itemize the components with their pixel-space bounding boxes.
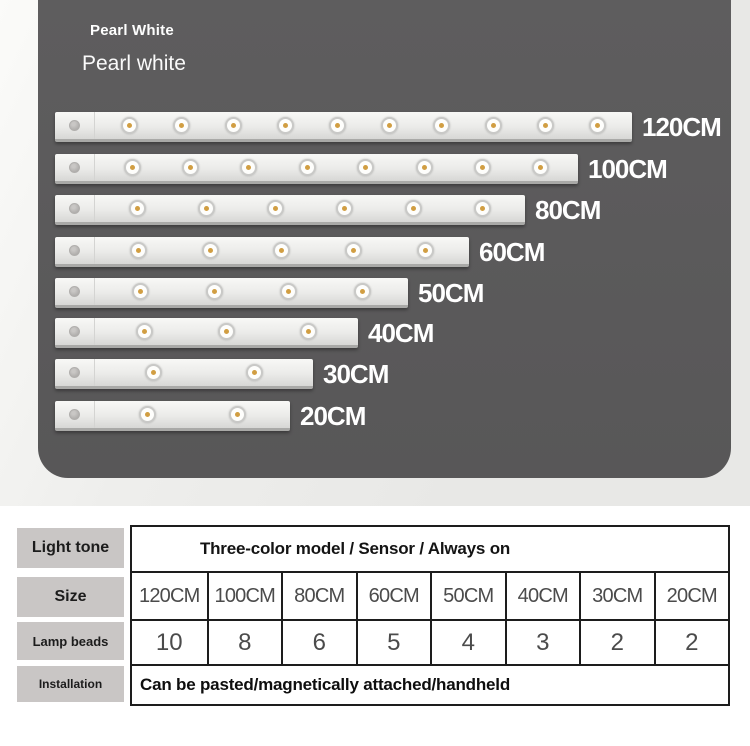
led-row — [95, 154, 578, 181]
led-row — [95, 359, 313, 386]
led-icon — [336, 200, 353, 217]
led-icon — [202, 242, 219, 259]
size-cell: 50CM — [430, 573, 505, 619]
led-icon — [130, 242, 147, 259]
led-dot — [208, 248, 213, 253]
led-icon — [589, 117, 606, 134]
led-dot — [423, 248, 428, 253]
bar-length-label: 100CM — [588, 154, 667, 184]
led-dot — [142, 329, 147, 334]
led-row — [95, 318, 358, 345]
led-icon — [280, 283, 297, 300]
led-dot — [595, 123, 600, 128]
sensor-section — [55, 359, 95, 386]
led-icon — [145, 364, 162, 381]
sensor-section — [55, 401, 95, 428]
led-dot — [480, 165, 485, 170]
led-dot — [543, 123, 548, 128]
led-icon — [299, 159, 316, 176]
lamp-beads-cell: 10 — [155, 628, 183, 656]
panel — [38, 0, 731, 478]
light-bar-60cm — [55, 237, 545, 267]
led-icon — [345, 242, 362, 259]
bar-length-label: 60CM — [479, 237, 545, 267]
led-dot — [138, 289, 143, 294]
sensor-section — [55, 154, 95, 181]
led-icon — [240, 159, 257, 176]
led-dot — [252, 370, 257, 375]
motion-sensor-icon — [69, 162, 80, 173]
spec-label-lamp-beads: Lamp beads — [17, 622, 124, 660]
light-bar-20cm — [55, 401, 366, 431]
led-dot — [273, 206, 278, 211]
led-icon — [537, 117, 554, 134]
led-dot — [342, 206, 347, 211]
led-icon — [474, 200, 491, 217]
led-dot — [204, 206, 209, 211]
light-bar-40cm — [55, 318, 434, 348]
sensor-section — [55, 318, 95, 345]
bar-length-label: 50CM — [418, 278, 484, 308]
size-cell: 40CM — [505, 573, 580, 619]
beads-row — [132, 619, 728, 664]
led-icon — [206, 283, 223, 300]
led-icon — [474, 159, 491, 176]
led-dot — [231, 123, 236, 128]
led-dot — [351, 248, 356, 253]
size-cell: 100CM — [207, 573, 282, 619]
light-bar-80cm — [55, 195, 601, 225]
led-icon — [357, 159, 374, 176]
led-dot — [188, 165, 193, 170]
lamp-beads-cell: 5 — [356, 621, 431, 664]
motion-sensor-icon — [69, 286, 80, 297]
light-bar-100cm — [55, 154, 667, 184]
led-row — [95, 401, 290, 428]
size-cell: 20CM — [654, 573, 729, 619]
led-icon — [229, 406, 246, 423]
led-dot — [212, 289, 217, 294]
led-dot — [306, 329, 311, 334]
lamp-beads-cell: 2 — [579, 621, 654, 664]
led-row — [95, 237, 469, 264]
size-cell: 120CM — [139, 584, 200, 607]
led-row — [95, 278, 408, 305]
bar-length-label: 20CM — [300, 401, 366, 431]
led-dot — [491, 123, 496, 128]
led-icon — [198, 200, 215, 217]
color-name-title: Pearl White — [90, 22, 174, 39]
led-icon — [246, 364, 263, 381]
color-name-subtitle: Pearl white — [82, 52, 186, 75]
led-dot — [224, 329, 229, 334]
led-icon — [121, 117, 138, 134]
spec-table — [130, 525, 730, 706]
led-dot — [151, 370, 156, 375]
led-icon — [417, 242, 434, 259]
motion-sensor-icon — [69, 409, 80, 420]
size-cell: 30CM — [579, 573, 654, 619]
bar-length-label: 120CM — [642, 112, 721, 142]
led-dot — [127, 123, 132, 128]
led-dot — [286, 289, 291, 294]
led-icon — [173, 117, 190, 134]
led-dot — [335, 123, 340, 128]
lamp-beads-cell: 8 — [207, 621, 282, 664]
led-icon — [129, 200, 146, 217]
led-icon — [485, 117, 502, 134]
light-bar-50cm — [55, 278, 484, 308]
spec-label-installation: Installation — [17, 666, 124, 702]
sensor-section — [55, 278, 95, 305]
led-icon — [136, 323, 153, 340]
led-icon — [354, 283, 371, 300]
bar-length-label: 30CM — [323, 359, 389, 389]
motion-sensor-icon — [69, 326, 80, 337]
motion-sensor-icon — [69, 367, 80, 378]
led-dot — [136, 248, 141, 253]
led-icon — [139, 406, 156, 423]
size-cell: 60CM — [356, 573, 431, 619]
motion-sensor-icon — [69, 245, 80, 256]
led-row — [95, 112, 632, 139]
led-icon — [405, 200, 422, 217]
lamp-beads-cell: 4 — [430, 621, 505, 664]
led-icon — [277, 117, 294, 134]
light-bar-120cm — [55, 112, 721, 142]
lamp-beads-cell: 2 — [654, 621, 729, 664]
led-dot — [246, 165, 251, 170]
led-icon — [416, 159, 433, 176]
led-row — [95, 195, 525, 222]
led-icon — [381, 117, 398, 134]
led-dot — [387, 123, 392, 128]
led-icon — [329, 117, 346, 134]
led-icon — [218, 323, 235, 340]
led-dot — [439, 123, 444, 128]
sensor-section — [55, 112, 95, 139]
sensor-section — [55, 237, 95, 264]
led-dot — [135, 206, 140, 211]
bar-length-label: 40CM — [368, 318, 434, 348]
led-icon — [273, 242, 290, 259]
led-dot — [283, 123, 288, 128]
size-row — [132, 571, 728, 619]
led-icon — [132, 283, 149, 300]
motion-sensor-icon — [69, 203, 80, 214]
led-icon — [300, 323, 317, 340]
led-dot — [422, 165, 427, 170]
installation-value: Can be pasted/magnetically attached/handheld — [132, 664, 728, 704]
led-icon — [433, 117, 450, 134]
led-dot — [130, 165, 135, 170]
light-bar-30cm — [55, 359, 389, 389]
led-dot — [279, 248, 284, 253]
led-dot — [363, 165, 368, 170]
led-dot — [179, 123, 184, 128]
lamp-beads-cell: 6 — [281, 621, 356, 664]
led-dot — [538, 165, 543, 170]
led-icon — [182, 159, 199, 176]
led-icon — [532, 159, 549, 176]
bar-length-label: 80CM — [535, 195, 601, 225]
led-icon — [267, 200, 284, 217]
led-dot — [411, 206, 416, 211]
spec-label-light-tone: Light tone — [17, 528, 124, 568]
led-dot — [305, 165, 310, 170]
led-dot — [480, 206, 485, 211]
led-icon — [225, 117, 242, 134]
size-cell: 80CM — [281, 573, 356, 619]
sensor-section — [55, 195, 95, 222]
led-dot — [235, 412, 240, 417]
spec-label-size: Size — [17, 577, 124, 617]
motion-sensor-icon — [69, 120, 80, 131]
led-icon — [124, 159, 141, 176]
bars-container — [38, 0, 731, 478]
led-dot — [145, 412, 150, 417]
light-tone-value: Three-color model / Sensor / Always on — [199, 539, 511, 558]
lamp-beads-cell: 3 — [505, 621, 580, 664]
led-dot — [360, 289, 365, 294]
